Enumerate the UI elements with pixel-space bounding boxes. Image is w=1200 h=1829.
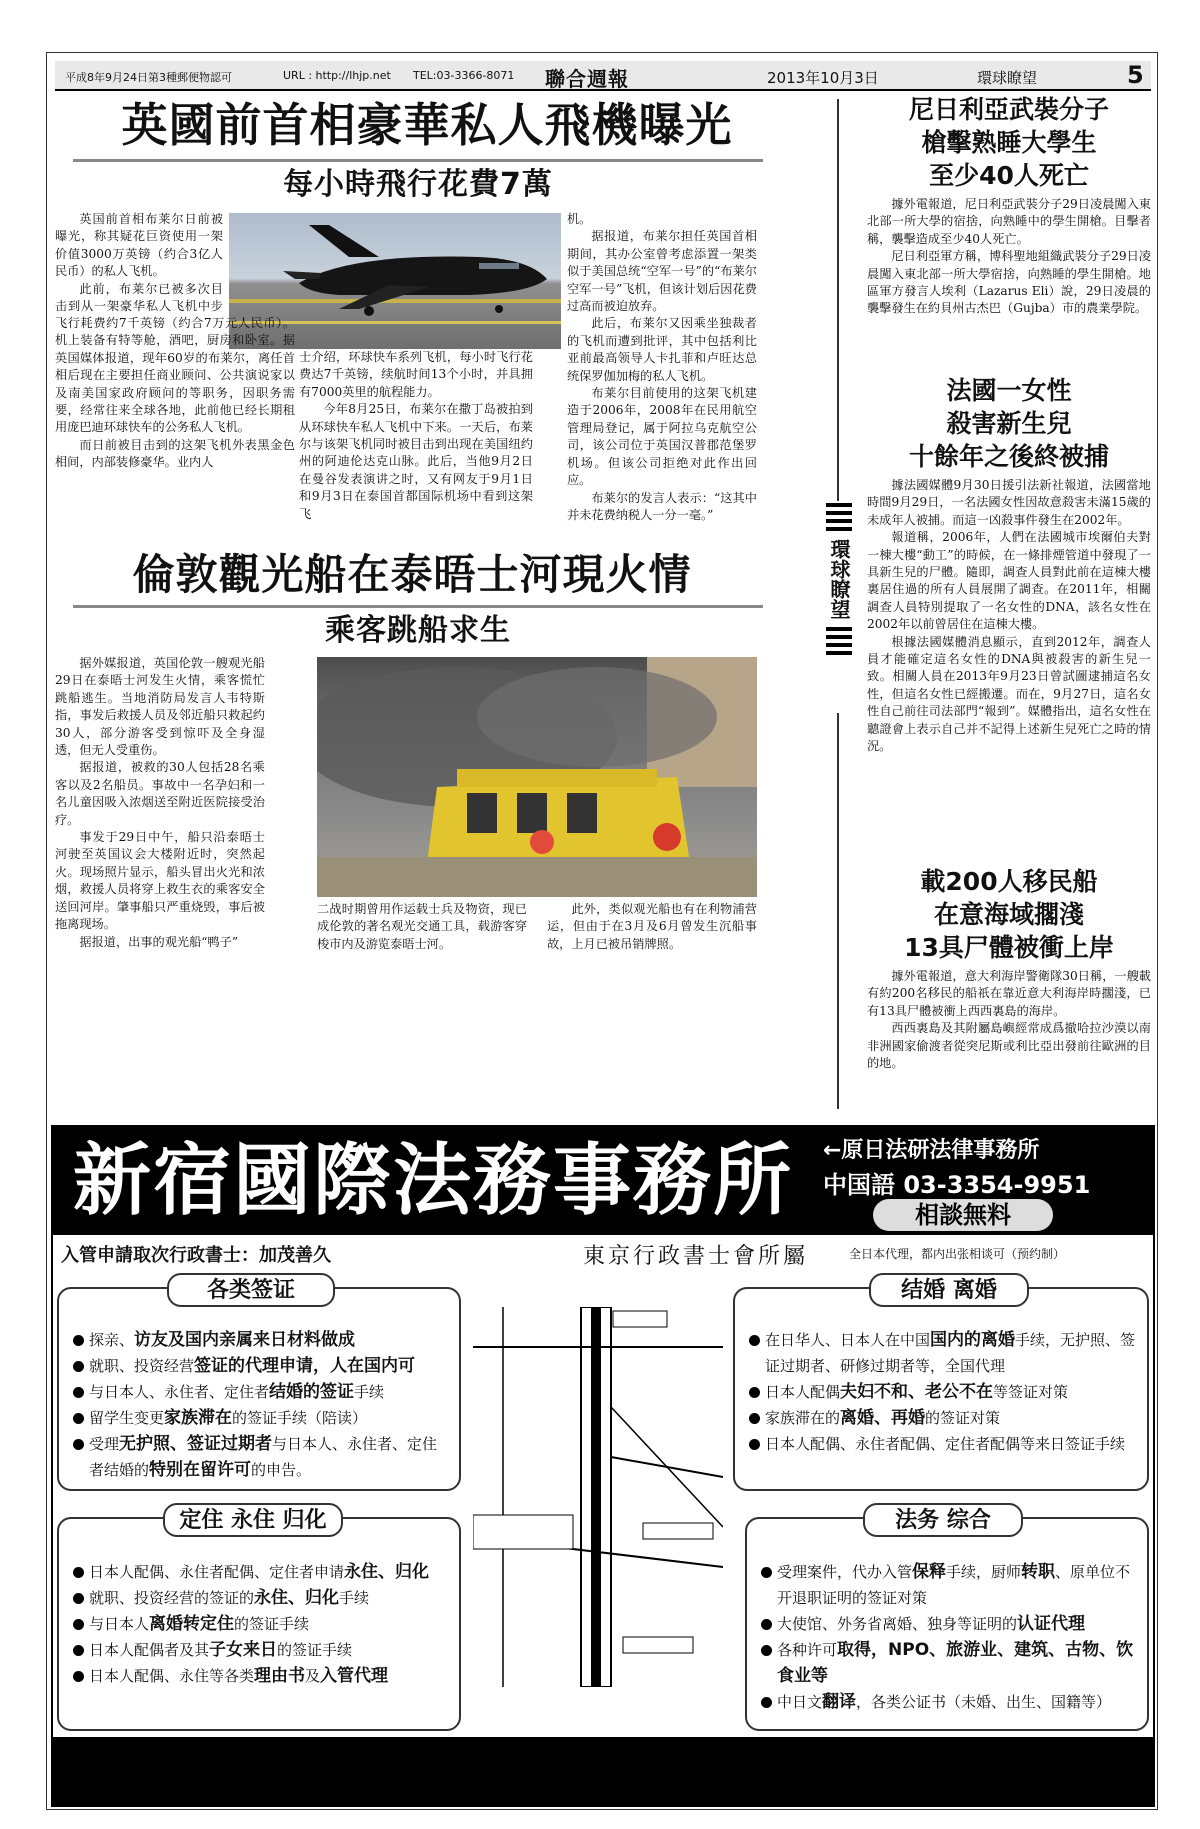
headline-boat: 倫敦觀光船在泰晤士河現火情 [132,550,692,599]
ad-footer [53,1737,1153,1807]
side-story2-body: 據法國媒體9月30日援引法新社報道，法國當地時間9月29日，一名法國女性因故意殺害未滿15歲的未成年人被捕。而這一凶殺事件發生在2002年。 報道稱，2006年，人們在法國城市埃爾伯夫對一棟大樓“動工”的時候，在一條排煙管道中發現了一具新生兒的尸體。隨即，調查人員對此前在這棟大樓裏居住過的所有人員展開了調查。在2011年，相關調查人員特別提取了一名女性的DNA，該名女性在2002年以前曾居住在這棟大樓。 根據法國媒體消息顯示，直到2012年，調查人員才能確定這名女性的DNA與被殺害的新生兒一致。相關人員在2013年9月23日曾試圖逮捕這名女性，但這名女性已經搬遷。而在，9月27日，這名女性自己前往司法部門“報到”。媒體指出，這名女性在聽證會上表示自己并不記得上述新生兒死亡之時的情況。 [867,478,1151,754]
ad-association: 東京行政書士會所屬 [583,1244,809,1269]
service-item: 在日华人、日本人在中国国内的离婚手续，无护照、签证过期者、研修过期者等，全国代理 [747,1327,1139,1379]
service-item: 就职、投资经营签证的代理申请，人在国内可 [71,1353,451,1379]
service-item: 与日本人、永住者、定住者结婚的签证手续 [71,1379,451,1405]
article-plane-col3: 机。 据报道，布莱尔担任英国首相期间，其办公室曾考虑添置一架类似于美国总统“空军一号”的“布莱尔空军一号”飞机，但该计划后因花费过高而被迫放弃。 此后，布莱尔又因乘坐独裁者的飞机而遭到批评，其中包括利比亚前最高领导人卡扎菲和卢旺达总统保罗伽加梅的私人飞机。 布莱尔目前使用的这架飞机建造于2006年，2008年在民用航空管理局登记，属于阿拉乌克航空公司，该公司位于英国汉普郡范堡罗机场。但该公司拒绝对此作出回应。 布莱尔的发言人表示：“这其中并未花费纳税人一分一毫。” [567,212,757,522]
residence-box [57,1517,461,1731]
sidebar [867,93,1151,1108]
section-name: 環球瞭望 [977,69,1038,87]
law-office-ad [51,1125,1155,1807]
ad-applicant: 入管申請取次行政書士：加茂善久 [61,1245,331,1266]
service-item: 探亲、访友及国内亲属来日材料做成 [71,1327,451,1353]
article-plane-col2: 士介绍，环球快车系列飞机，每小时飞行花费达7千英镑，续航时间13个小时，并具拥有7000英里的航程能力。 今年8月25日，布莱尔在撒丁岛被拍到从环球快车私人飞机中下来。一天后，布莱尔与该架飞机同时被目击到出现在美国纽约州的阿迪伦达克山脉。此后，当他9月2日在曼谷发表演讲之时，又有网友于9月1日和9月3日在泰国首都国际机场中看到这架飞 [299,350,533,521]
permit-text: 平成8年9月24日第3種郵便物認可 [65,71,232,84]
service-item: 日本人配偶夫妇不和、老公不在等签证对策 [747,1379,1139,1405]
service-item: 各种许可取得，NPO、旅游业、建筑、古物、饮食业等 [759,1637,1139,1689]
issue-date: 2013年10月3日 [767,69,879,87]
visa-box [57,1287,461,1491]
consult-badge: 相談無料 [873,1199,1053,1231]
side-story3-title: 載200人移民船 在意海域擱淺 13具尸體被衝上岸 [904,867,1114,962]
side-story3-body: 據外電報道，意大利海岸警衛隊30日稱，一艘載有約200名移民的船祇在靠近意大利海岸時擱淺，已有13具尸體被衝上西西裏島的海岸。 西西裏島及其附屬島嶼經常成爲撤哈拉沙漠以南非洲國家偷渡者從突尼斯或利比亞出發前往歐洲的目的地。 [867,969,1151,1071]
ad-title: 新宿國際法務事務所 [72,1136,793,1226]
divider [73,159,763,162]
subhead-boat: 乘客跳船求生 [325,613,511,648]
legal-box [745,1517,1149,1731]
subhead-plane: 每小時飛行花費7萬 [283,167,553,202]
side-story2-title: 法國一女性 殺害新生兒 十餘年之後終被捕 [908,376,1109,471]
side-story1-title: 尼日利亞武裝分子 槍擊熟睡大學生 至少40人死亡 [908,95,1109,190]
ad-banner [53,1127,1153,1235]
service-item: 与日本人离婚转定住的签证手续 [71,1611,451,1637]
service-item: 大使馆、外务省离婚、独身等证明的认证代理 [759,1611,1139,1637]
article-boat-col1: 据外媒报道，英国伦敦一艘观光船29日在泰晤士河发生火情，乘客慌忙跳船逃生。当地消防局发言人韦特斯指，事发后救援人员及邻近船只救起约30人，部分游客受到惊吓及全身湿透，但无人受重伤。 据报道，被救的30人包括28名乘客以及2名船员。事故中一名孕妇和一名儿童因吸入浓烟送至附近医院接受治疗。 事发于29日中午，船只沿泰晤士河驶至英国议会大楼附近时，突然起火。现场照片显示，船头冒出火光和浓烟，救援人员将穿上救生衣的乘客安全送回河岸。肇事船只严重烧毁，事后被拖离现场。 据报道，出事的观光船“鸭子” [55,656,265,949]
service-item: 中日文翻译，各类公证书（未婚、出生、国籍等） [759,1689,1139,1715]
marriage-box-head: 结婚 离婚 [869,1273,1029,1307]
service-item: 家族滞在的离婚、再婚的签证对策 [747,1405,1139,1431]
service-item: 受理案件，代办入管保释手续，厨师转职、原单位不开退职证明的签证对策 [759,1559,1139,1611]
legal-box-head: 法务 综合 [863,1503,1023,1537]
service-item: 受理无护照、签证过期者与日本人、永住者、定住者结婚的特别在留许可的申告。 [71,1431,451,1483]
service-item: 日本人配偶、永住等各类理由书及入管代理 [71,1663,451,1689]
tel-text: TEL:03-3366-8071 [413,69,515,82]
service-item: 日本人配偶、永住者配偶、定住者配偶等来日签证手续 [747,1431,1139,1457]
residence-box-head: 定住 永住 归化 [163,1503,343,1537]
ad-assoc-note: 全日本代理，都内出张相谈可（预约制） [849,1247,1066,1261]
side-story1-body: 據外電報道，尼日利亞武裝分子29日凌晨闖入東北部一所大學的宿捨，向熟睡中的學生開槍。目擊者稱，襲擊造成至少40人死亡。 尼日利亞軍方稱，博科聖地組織武裝分子29日凌晨闖入東北部一所大學宿捨，向熟睡的學生開槍。地區軍方發言人埃利（Lazarus Eli）說，29日凌晨的襲擊發生在約貝州古杰巴（Gujba）市的農業學院。 [867,197,1151,316]
service-item: 日本人配偶者及其子女来日的签证手续 [71,1637,451,1663]
service-item: 日本人配偶、永住者配偶、定住者申请永住、归化 [71,1559,451,1585]
page-number: 5 [1127,61,1144,89]
ad-former-name: ←原日法研法律事務所 [823,1138,1040,1163]
service-item: 留学生变更家族滞在的签证手续（陪读） [71,1405,451,1431]
section-tag: 環球瞭望 [824,501,854,713]
article-plane-col1b: 飞行耗费约7千英镑（约合7万元人民币）。机上装备有特等舱，酒吧，厨房和卧室。据英国媒体报道，现年60岁的布莱尔，离任首相后现在主要担任商业顾问、公共演说家以及南美国家政府顾问的等职务，因职务需要，经常往来全球各地，此前他已经长期租用庞巴迪环球快车的公务私人飞机。 而日前被目击到的这架飞机外表黑金色相间，内部装修豪华。业内人 [55,316,295,470]
divider [73,605,763,608]
article-boat-col3: 此外，类似观光船也有在利物浦营运，但由于在3月及6月曾发生沉船事故，上月已被吊销牌照。 [547,902,757,951]
article-boat-col2: 二战时期曾用作运载士兵及物资，现已成伦敦的著名观光交通工具，载游客穿梭市内及游览泰晤士河。 [317,902,527,951]
newspaper-page [46,52,1158,1810]
page-header [55,61,1151,91]
url-text: URL : http://lhjp.net [283,69,391,82]
marriage-box [733,1287,1149,1491]
location-map [473,1307,723,1727]
article-plane-col1: 英国前首相布莱尔日前被曝光，称其疑花巨资使用一架价值3000万英镑（约合3亿人民币）的私人飞机。 此前，布莱尔已被多次目击到从一架豪华私人飞机中步 [55,212,223,314]
headline-plane: 英國前首相豪華私人飛機曝光 [121,98,733,152]
visa-box-head: 各类签证 [167,1273,335,1307]
burning-boat-photo [317,657,757,897]
ad-phone: 中国語 03-3354-9951 [823,1171,1091,1199]
paper-logo: 聯合週報 [545,67,629,91]
service-item: 就职、投资经营的签证的永住、归化手续 [71,1585,451,1611]
